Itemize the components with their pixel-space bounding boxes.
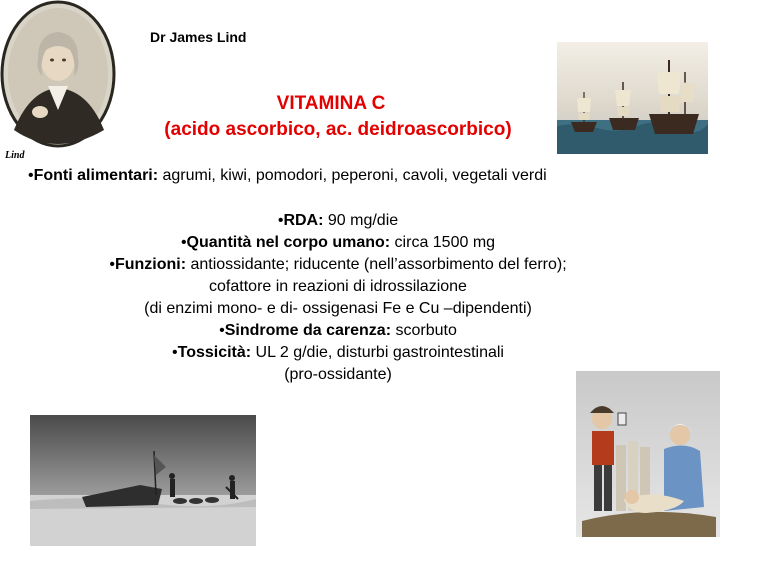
label: Funzioni:: [114, 256, 187, 273]
value: cofattore in reazioni di idrossilazione: [209, 278, 467, 295]
value: circa 1500 mg: [390, 234, 496, 251]
label: RDA:: [283, 212, 324, 229]
line-quantita: [0, 232, 676, 254]
bullet: •: [219, 322, 225, 339]
label: Quantità nel corpo umano:: [186, 234, 391, 251]
bullet: •: [277, 212, 284, 229]
line-rda: [0, 210, 676, 232]
line-funzioni: [0, 254, 676, 276]
label: Tossicità:: [177, 344, 252, 361]
author-label: Dr James Lind: [150, 29, 247, 45]
label: Fonti alimentari:: [33, 167, 159, 184]
slide-title-line1: VITAMINA C: [276, 93, 386, 114]
line-sindrome: [0, 320, 676, 342]
value: UL 2 g/die, disturbi gastrointestinali: [251, 344, 504, 361]
value: antiossidante; riducente (nell’assorbimento del ferro);: [186, 256, 567, 273]
line-enzimi: [0, 298, 676, 320]
bullet: •: [180, 234, 187, 251]
value: (pro-ossidante): [284, 366, 392, 383]
portrait-caption: Lind: [5, 150, 25, 161]
value: 90 mg/die: [323, 212, 399, 229]
slide-title-line2: (acido ascorbico, ac. deidroascorbico): [164, 119, 512, 140]
line-fonti-alimentari: [28, 165, 547, 187]
value: agrumi, kiwi, pomodori, peperoni, cavoli, vegetali verdi: [158, 167, 547, 184]
label: Sindrome da carenza:: [224, 322, 392, 339]
value: scorbuto: [391, 322, 457, 339]
line-tossicita: [0, 342, 676, 364]
sled-expedition-image: [30, 415, 256, 546]
line-cofattore: [0, 276, 676, 298]
figurine-image: [576, 371, 720, 537]
bullet: •: [28, 167, 34, 184]
line-pro-ossidante: [0, 364, 676, 386]
bullet: •: [109, 256, 115, 273]
bullet: •: [172, 344, 178, 361]
value: (di enzimi mono- e di- ossigenasi Fe e Cu –dipendenti): [144, 300, 532, 317]
